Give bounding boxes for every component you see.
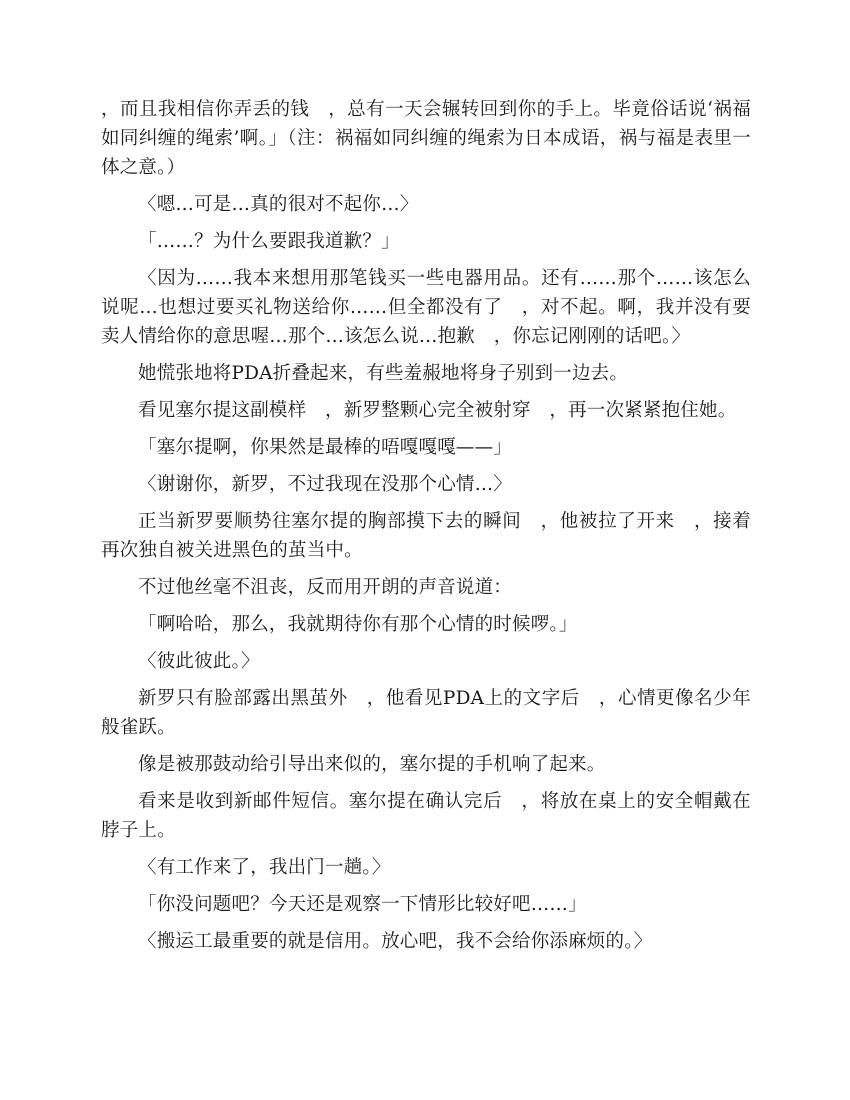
paragraph-7: 「塞尔提啊，你果然是最棒的唔嘎嘎嘎——」 bbox=[138, 437, 513, 458]
paragraph-18: 〈搬运工最重要的就是信用。放心吧，我不会给你添麻烦的。〉 bbox=[138, 931, 653, 952]
paragraph-11: 「啊哈哈，那么，我就期待你有那个心情的时候啰。」 bbox=[138, 614, 578, 635]
paragraph-8: 〈谢谢你，新罗，不过我现在没那个心情…〉 bbox=[138, 474, 513, 495]
paragraph-1: ，而且我相信你弄丢的钱 ，总有一天会辗转回到你的手上。毕竟俗话说‘祸福如同纠缠的绳索’啊。」（注：祸福如同纠缠的绳索为日本成语，祸与福是表里一体之意。） bbox=[101, 99, 751, 178]
paragraph-17: 「你没问题吧？今天还是观察一下情形比较好吧……」 bbox=[138, 894, 587, 915]
paragraph-3: 「……？为什么要跟我道歉？」 bbox=[138, 231, 400, 252]
paragraph-4: 〈因为……我本来想用那笔钱买一些电器用品。还有……那个……该怎么说呢…也想过要买礼物送给你……但全都没有了 ，对不起。啊，我并没有要卖人情给你的意思喔…那个…该怎么说…抱歉 ，你忘记刚刚的话吧。〉 bbox=[101, 268, 751, 347]
paragraph-14: 像是被那鼓动给引导出来似的，塞尔提的手机响了起来。 bbox=[138, 754, 606, 775]
paragraph-9: 正当新罗要顺势往塞尔提的胸部摸下去的瞬间 ，他被拉了开来 ，接着再次独自被关进黑色的茧当中。 bbox=[101, 511, 751, 561]
paragraph-6: 看见塞尔提这副模样 ，新罗整颗心完全被射穿 ，再一次紧紧抱住她。 bbox=[138, 400, 737, 421]
document-page bbox=[101, 95, 751, 964]
paragraph-12: 〈彼此彼此。〉 bbox=[138, 651, 260, 672]
paragraph-15: 看来是收到新邮件短信。塞尔提在确认完后 ，将放在桌上的安全帽戴在脖子上。 bbox=[101, 791, 751, 841]
paragraph-2: 〈嗯…可是…真的很对不起你…〉 bbox=[138, 194, 419, 215]
paragraph-13: 新罗只有脸部露出黑茧外 ，他看见PDA上的文字后 ，心情更像名少年般雀跃。 bbox=[101, 688, 751, 738]
paragraph-16: 〈有工作来了，我出门一趟。〉 bbox=[138, 857, 391, 878]
paragraph-5: 她慌张地将PDA折叠起来，有些羞赧地将身子别到一边去。 bbox=[138, 363, 629, 384]
paragraph-10: 不过他丝毫不沮丧，反而用开朗的声音说道： bbox=[138, 577, 513, 598]
